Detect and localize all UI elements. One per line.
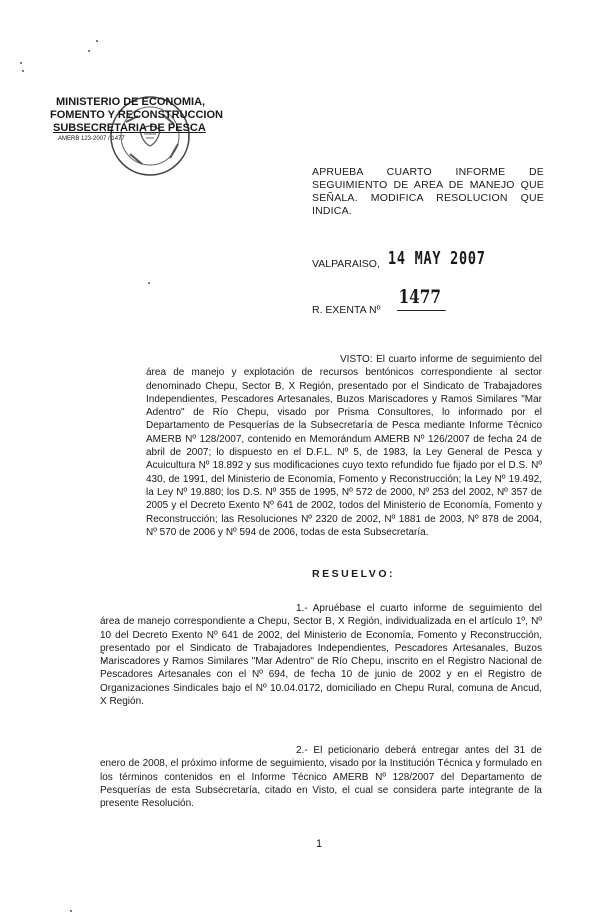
header-line-subsecretaria: SUBSECRETARIA DE PESCA [53,122,206,134]
header-reference: AMERB 123-2007 / 1477 [58,136,125,142]
article-1: 1.- Apruébase el cuarto informe de seguimiento del área de manejo correspondiente a Chepu, Sector B, X Región, individualizada en el artículo 1º, Nº 10 del Decreto Exento Nº 641 de 2002, del Ministerio de Economía, Fomento y Reconstrucción, presentado por el Sindicato de Trabajadores Independientes, Pescadores Artesanales, Buzos Mariscadores y Ramos Similares "Mar Adentro" de Río Chepu, inscrito en el Registro Nacional de Pescadores Artesanales con el Nº 694, de fecha 10 de junio de 2002 y en el Registro de Organizaciones Sindicales bajo el Nº 10.04.0172, domiciliado en Chepu Rural, comuna de Ancud, X Región. [100,603,542,708]
subject-block: APRUEBA CUARTO INFORME DE SEGUIMIENTO DE AREA DE MANEJO QUE SEÑALA. MODIFICA RESOLUCION QUE INDICA. [312,166,544,217]
date-stamp: 14 MAY 2007 [388,248,486,269]
visto-paragraph: VISTO: El cuarto informe de seguimiento del área de manejo y explotación de recursos bentónicos correspondiente al sector denominado Chepu, Sector B, X Región, presentado por el Sindicato de Trabajadores Independientes, Pescadores Artesanales, Buzos Mariscadores y Ramos Similares "Mar Adentro" de Río Chepu, visado por Prisma Consultores, lo informado por el Departamento de Pesquerías de la Subsecretaría de Pesca mediante Informe Técnico AMERB Nº 128/2007, contenido en Memorándum AMERB Nº 126/2007 de fecha 24 de abril de 2007; lo dispuesto en el D.F.L. Nº 5, de 1983, la Ley General de Pesca y Acuicultura Nº 18.892 y sus modificaciones cuyo texto refundido fue fijado por el D.S. Nº 430, de 1991, del Ministerio de Economía, Fomento y Reconstrucción; la Ley Nº 19.492, la Ley Nº 19.880; los D.S. Nº 355 de 1995, Nº 572 de 2000, Nº 253 del 2002, Nº 357 de 2005 y el Decreto Exento Nº 641 de 2002, todos del Ministerio de Economía, Fomento y Reconstrucción; las Resoluciones Nº 2320 de 2002, Nº 1881 de 2003, Nº 878 de 2004, Nº 570 de 2006 y Nº 594 de 2006, todas de esta Subsecretaría. [146,354,542,538]
resolution-number: 1477 [397,286,446,311]
article-2: 2.- El peticionario deberá entregar antes del 31 de enero de 2008, el próximo informe de seguimiento, visado por la Institución Técnica y formulado en los términos contenidos en el Informe Técnico AMERB Nº 128/2007 del Departamento de Pesquerías de esta Subsecretaría, citado en Visto, el cual se considera parte integrante de la presente Resolución. [100,745,542,810]
header-line-fomento: FOMENTO Y RECONSTRUCCION [50,109,223,121]
place-label: VALPARAISO, [312,258,380,270]
ministry-header [50,96,250,143]
resuelvo-heading: RESUELVO: [312,568,395,580]
header-line-ministry: MINISTERIO DE ECONOMIA, [56,96,206,108]
page-number: 1 [316,838,323,850]
exenta-label: R. EXENTA Nº [312,304,381,316]
